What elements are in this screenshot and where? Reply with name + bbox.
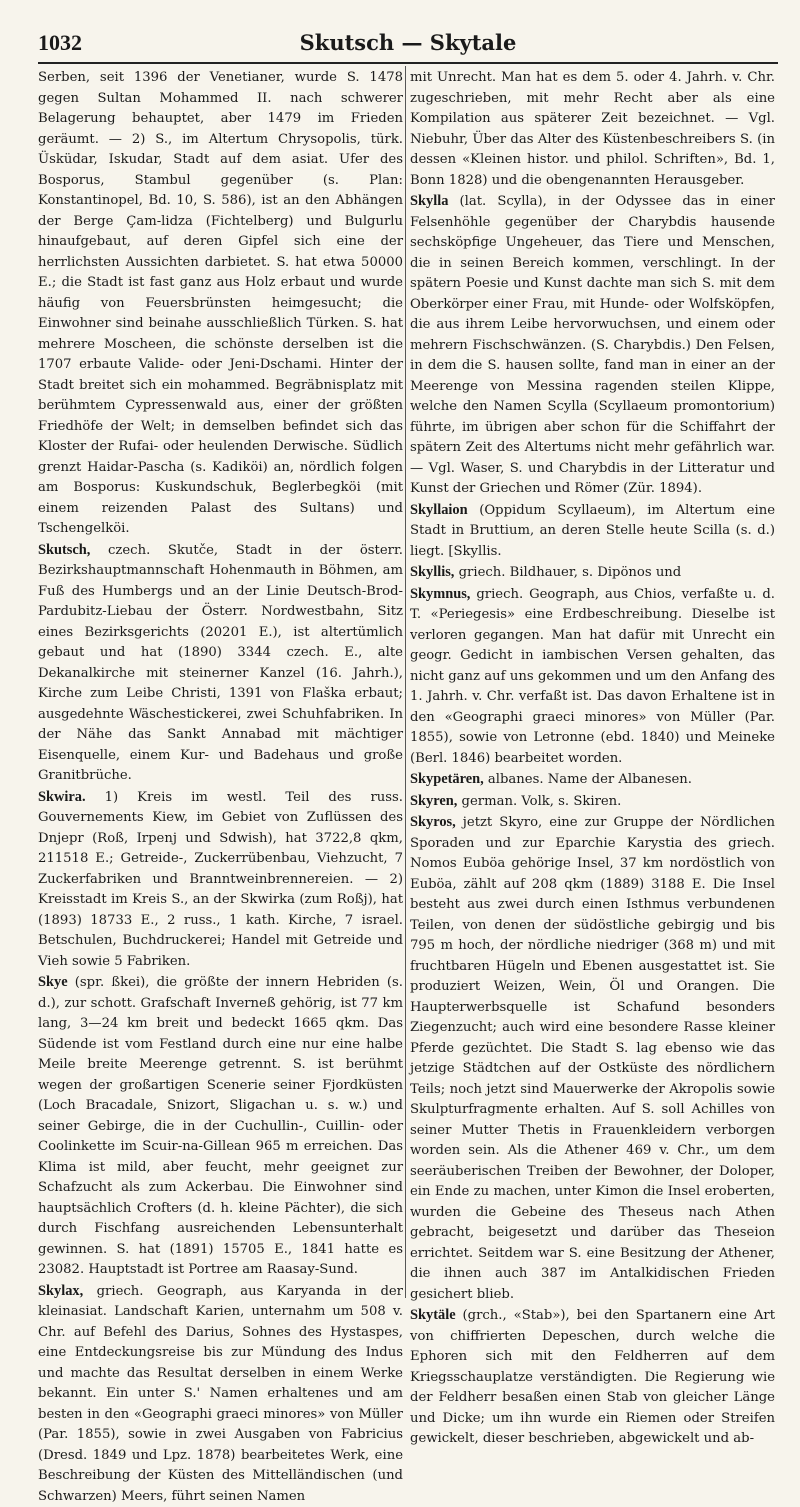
header-rule bbox=[38, 62, 778, 64]
entry-text: jetzt Skyro, eine zur Gruppe der Nördlichen Sporaden und zur Eparchie Karystia des griech. Nomos Euböa gehörige Insel, 37 km nordöstlich von Euböa, zählt auf 208 qkm (1889) 3188 E. Die Insel besteht aus zwei durch einen Isthmus verbundenen Teilen, von denen der südöstliche gebirgig und bis 795 m hoch, der nördliche niedriger (368 m) und mit fruchtbaren Hügeln und Ebenen ausgestattet ist. Sie produziert Weizen, Wein, Öl und Orangen. Die Haupterwerbsquelle ist Schafund besonders Ziegenzucht; auch wird eine besondere Rasse kleiner Pferde gezüchtet. Die Stadt S. lag ebenso wie das jetzige Städtchen auf der Ostküste des nördlichern Teils; noch jetzt sind Mauerwerke der Akropolis sowie Skulpturfragmente erhalten. Auf S. soll Achilles von seiner Mutter Thetis in Frauenkleidern verborgen worden sein. Als die Athener 469 v. Chr., um dem seeräuberischen Treiben der Bewohner, der Doloper, ein Ende zu machen, unter Kimon die Insel eroberten, wurden die Gebeine des Theseus nach Athen gebracht, beigesetzt und darüber das Theseion errichtet. Seitdem war S. eine Besitzung der Athener, die ihnen auch 387 im Antalkidischen Frieden gesichert blieb. bbox=[410, 815, 775, 1302]
entry-headword: Skyllaion bbox=[410, 502, 468, 518]
entry-text: griech. Bildhauer, s. Dipönos und bbox=[459, 565, 682, 580]
entry-headword: Skye bbox=[38, 974, 68, 990]
entry-text: (spr. ßkei), die größte der innern Hebriden (s. d.), zur schott. Grafschaft Inverneß gehörig, ist 77 km lang, 3—24 km breit und bedeckt 1665 qkm. Das Südende ist vom Festland durch eine nur eine halbe Meile breite Meerenge getrennt. S. ist berühmt wegen der großartigen Scenerie seiner Fjordküsten (Loch Bracadale, Snizort, Sligachan u. s. w.) und seiner Gebirge, die in der Cuchullin-, Cuillin- oder Coolinkette im Scuir-na-Gillean 965 m erreichen. Das Klima ist mild, aber feucht, mehr geeignet zur Schafzucht als zum Ackerbau. Die Einwohner sind hauptsächlich Crofters (d. h. kleine Pächter), die sich durch Fischfang ausreichenden Lebensunterhalt gewinnen. S. hat (1891) 15705 E., 1841 hatte es 23082. Hauptstadt ist Portree am Raasay-Sund. bbox=[38, 975, 403, 1277]
running-head: Skutsch — Skytale bbox=[38, 30, 778, 55]
page-number: 1032 bbox=[38, 30, 82, 56]
entry-skutari-continued bbox=[38, 68, 403, 540]
entry-text: albanes. Name der Albanesen. bbox=[488, 772, 692, 787]
entry-headword: Skypetären, bbox=[410, 771, 484, 787]
entry-skylax bbox=[38, 1281, 403, 1507]
entry-skwira bbox=[38, 787, 403, 973]
entry-headword: Skyllis, bbox=[410, 564, 454, 580]
entry-skyllaion bbox=[410, 500, 775, 563]
entry-text: (Oppidum Scyllaeum), im Altertum eine Stadt in Bruttium, an deren Stelle heute Scilla (s. d.) liegt. [Skyllis. bbox=[410, 503, 775, 559]
entry-headword: Skylla bbox=[410, 193, 448, 209]
entry-text: german. Volk, s. Skiren. bbox=[462, 794, 622, 809]
column-divider bbox=[405, 66, 406, 1298]
left-column bbox=[38, 68, 403, 1296]
entry-text: 1) Kreis im westl. Teil des russ. Gouvernements Kiew, im Gebiet von Zuflüssen des Dnjepr (Roß, Irpenj und Sdwish), hat 3722,8 qkm, 211518 E.; Getreide-, Zuckerrübenbau, Viehzucht, 7 Zuckerfabriken und Branntweinbrennereien. — 2) Kreisstadt im Kreis S., an der Skwirka (zum Roßj), hat (1893) 18733 E., 2 russ., 1 kath. Kirche, 7 israel. Betschulen, Buchdruckerei; Handel mit Getreide und Vieh sowie 5 Fabriken. bbox=[38, 790, 403, 969]
entry-skyren bbox=[410, 791, 775, 813]
entry-skye bbox=[38, 972, 403, 1281]
right-column bbox=[410, 68, 775, 1296]
entry-headword: Skyren, bbox=[410, 793, 457, 809]
entry-headword: Skymnus, bbox=[410, 586, 470, 602]
entry-headword: Skyros, bbox=[410, 814, 456, 830]
entry-text: (lat. Scylla), in der Odyssee das in einer Felsenhöhle gegenüber der Charybdis hausende sechsköpfige Ungeheuer, das Tiere und Menschen, die in seinen Bereich kommen, verschlingt. In der spätern Poesie und Kunst dachte man sich S. mit dem Oberkörper einer Frau, mit Hunde- oder Wolfsköpfen, die aus ihrem Leibe hervorwuchsen, und einem oder mehrern Fischschwänzen. (S. Charybdis.) Den Felsen, in dem die S. hausen sollte, fand man in einer an der Meerenge von Messina ragenden steilen Klippe, welche den Namen Scylla (Scyllaeum promontorium) führte, im übrigen aber schon für die Schiffahrt der spätern Zeit des Altertums nicht mehr gefährlich war. — Vgl. Waser, S. und Charybdis in der Litteratur und Kunst der Griechen und Römer (Zür. 1894). bbox=[410, 194, 775, 496]
page-header bbox=[38, 22, 778, 62]
entry-text: griech. Geograph, aus Chios, verfaßte u. d. T. «Periegesis» eine Erdbeschreibung. Dieselbe ist verloren gegangen. Man hat dafür mit Unrecht ein geogr. Gedicht in iambischen Versen gehalten, das nicht ganz auf uns gekommen und um den Anfang des 1. Jahrh. v. Chr. verfaßt ist. Das davon Erhaltene ist in den «Geographi graeci minores» von Müller (Par. 1855), sowie von Letronne (ebd. 1840) und Meineke (Berl. 1846) bearbeitet worden. bbox=[410, 587, 775, 766]
entry-skytaele bbox=[410, 1305, 775, 1450]
entry-headword: Skwira. bbox=[38, 789, 86, 805]
entry-skymnus bbox=[410, 584, 775, 770]
entry-skylla bbox=[410, 191, 775, 500]
entry-skypetaeren bbox=[410, 769, 775, 791]
entry-text: griech. Geograph, aus Karyanda in der kleinasiat. Landschaft Karien, unternahm um 508 v. Chr. auf Befehl des Darius, Sohnes des Hystaspes, eine Entdeckungsreise bis zur Mündung des Indus und machte das Resultat derselben in einem Werke bekannt. Ein unter S.' Namen erhaltenes und am besten in den «Geographi graeci minores» von Müller (Par. 1855), sowie in zwei Ausgaben von Fabricius (Dresd. 1849 und Lpz. 1878) bearbeitetes Werk, eine Beschreibung der Küsten des Mittelländischen (und Schwarzen) Meers, führt seinen Namen bbox=[38, 1284, 403, 1504]
entry-headword: Skutsch, bbox=[38, 542, 90, 558]
entry-text: (grch., «Stab»), bei den Spartanern eine Art von chiffrierten Depeschen, durch welche die Ephoren sich mit den Feldherren auf dem Kriegsschauplatze verständigten. Die Regierung wie der Feldherr besaßen einen Stab von gleicher Länge und Dicke; um ihn wurde ein Riemen oder Streifen gewickelt, dieser beschrieben, abgewickelt und ab- bbox=[410, 1308, 775, 1446]
entry-skylax-continued bbox=[410, 68, 775, 191]
entry-text: czech. Skutče, Stadt in der österr. Bezirkshauptmannschaft Hohenmauth in Böhmen, am Fuß des Humbergs und an der Linie Deutsch-Brod-Pardubitz-Liebau der Österr. Nordwestbahn, Sitz eines Bezirksgerichts (20201 E.), ist altertümlich gebaut und hat (1890) 3344 czech. E., alte Dekanalkirche mit steinerner Kanzel (16. Jahrh.), Kirche zum Leibe Christi, 1391 von Flaška erbaut; ausgedehnte Wäschestickerei, zwei Schuhfabriken. In der Nähe das Sankt Annabad mit mächtiger Eisenquelle, einem Kur- und Badehaus und große Granitbrüche. bbox=[38, 543, 403, 784]
entry-skyllis bbox=[410, 562, 775, 584]
entry-skutsch bbox=[38, 540, 403, 787]
entry-headword: Skytäle bbox=[410, 1307, 456, 1323]
entry-skyros bbox=[410, 812, 775, 1305]
entry-headword: Skylax, bbox=[38, 1283, 83, 1299]
entry-text: Serben, seit 1396 der Venetianer, wurde S. 1478 gegen Sultan Mohammed II. nach schwerer Belagerung behauptet, aber 1479 im Frieden geräumt. — 2) S., im Altertum Chrysopolis, türk. Üsküdar, Iskudar, Stadt auf dem asiat. Ufer des Bosporus, Stambul gegenüber (s. Plan: Konstantinopel, Bd. 10, S. 586), ist an den Abhängen der Berge Çam-lidza (Fichtelberg) und Bulgurlu hinaufgebaut, auf deren Gipfel sich eine der herrlichsten Aussichten darbietet. S. hat etwa 50000 E.; die Stadt ist fast ganz aus Holz erbaut und wurde häufig von Feuersbrünsten heimgesucht; die Einwohner sind beinahe ausschließlich Türken. S. hat mehrere Moscheen, die schönste derselben ist die 1707 erbaute Valide- oder Jeni-Dschami. Hinter der Stadt breitet sich ein mohammed. Begräbnisplatz mit berühmtem Cypressenwald aus, einer der größten Friedhöfe der Welt; in demselben befindet sich das Kloster der Rufai- oder heulenden Derwische. Südlich grenzt Haidar-Pascha (s. Kadiköi) an, nördlich folgen am Bosporus: Kuskundschuk, Beglerbegköi (mit einem reizenden Palast des Sultans) und Tschengelköi. bbox=[38, 70, 403, 536]
entry-text: mit Unrecht. Man hat es dem 5. oder 4. Jahrh. v. Chr. zugeschrieben, mit mehr Recht aber als eine Kompilation aus späterer Zeit bezeichnet. — Vgl. Niebuhr, Über das Alter des Küstenbeschreibers S. (in dessen «Kleinen histor. und philol. Schriften», Bd. 1, Bonn 1828) und die obengenannten Herausgeber. bbox=[410, 70, 775, 188]
